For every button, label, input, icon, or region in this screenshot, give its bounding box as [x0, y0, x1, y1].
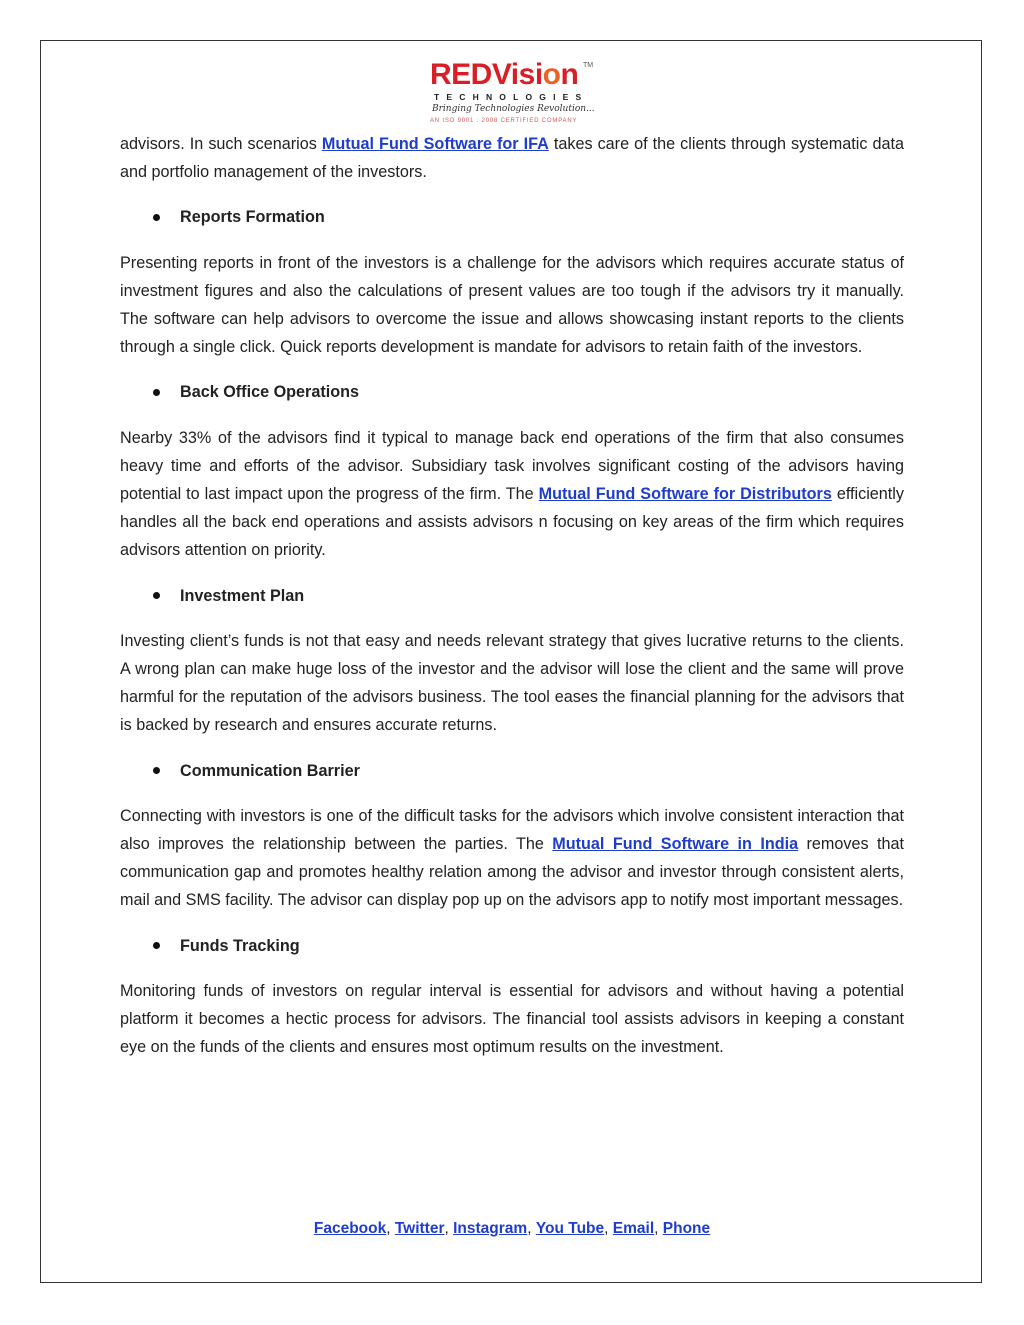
- logo-n-text: n: [560, 58, 579, 91]
- separator: ,: [527, 1220, 536, 1237]
- heading-text: Communication Barrier: [180, 761, 360, 780]
- heading-text: Funds Tracking: [180, 936, 300, 955]
- mutual-fund-software-india-link[interactable]: Mutual Fund Software in India: [552, 835, 799, 854]
- separator: ,: [604, 1220, 613, 1237]
- section-body-reports: Presenting reports in front of the investors is a challenge for the advisors which requires accurate status of investment figures and also the calculations of present values are too tough if the advisors try it manually. The software can help advisors to overcome the issue and allows showcasing instant reports to the clients through a single click. Quick reports development is mandate for advisors to retain faith of the investors.: [120, 253, 904, 357]
- section-body-funds-tracking: Monitoring funds of investors on regular interval is essential for advisors and without having a potential platform it becomes a hectic process for advisors. The financial tool assists advisors in keeping a constant eye on the funds of the clients and ensures most optimum results on the investment.: [120, 981, 904, 1057]
- bullet-icon: [153, 389, 160, 396]
- separator: ,: [654, 1220, 663, 1237]
- logo-trademark: TM: [583, 62, 594, 69]
- intro-paragraph: [120, 130, 904, 186]
- email-link[interactable]: Email: [612, 1220, 655, 1237]
- body-text-after: removes that communication gap and promotes healthy relation among the advisor and investor through consistent alerts, mail and SMS facility. The advisor can display pop up on the advisors app to notify most important messages.: [120, 835, 904, 910]
- body-text: Nearby 33% of the advisors find it typical to manage back end operations of the firm that also consumes heavy time and efforts of the advisor. Subsidiary task involves significant costing of the advisors having potential to last impact upon the progress of the firm. The: [120, 428, 904, 504]
- logo-certification: AN ISO 9001 : 2008 CERTIFIED COMPANY: [430, 118, 578, 124]
- bullet-icon: [153, 767, 160, 774]
- phone-link[interactable]: Phone: [662, 1220, 711, 1237]
- heading-text: Back Office Operations: [180, 383, 360, 402]
- section-heading-funds-tracking: [120, 932, 904, 960]
- section-heading-communication: [120, 757, 904, 785]
- twitter-link[interactable]: Twitter: [394, 1220, 445, 1237]
- separator: ,: [444, 1220, 454, 1237]
- bullet-icon: [153, 942, 160, 949]
- bullet-icon: [153, 214, 160, 221]
- heading-text: Reports Formation: [180, 208, 325, 227]
- bullet-icon: [153, 592, 160, 599]
- logo-o-text: o: [542, 58, 561, 91]
- facebook-link[interactable]: Facebook: [313, 1220, 387, 1237]
- mutual-fund-software-ifa-link[interactable]: Mutual Fund Software for IFA: [321, 135, 549, 153]
- logo-vision-text: Visi: [491, 58, 543, 91]
- mutual-fund-software-distributors-link[interactable]: Mutual Fund Software for Distributors: [538, 485, 832, 504]
- intro-text-after: takes care of the clients through systematic data and portfolio management of the investors.: [120, 135, 904, 182]
- redvision-logo: [430, 58, 600, 132]
- section-body-back-office: [120, 424, 904, 565]
- logo-red-text: RED: [430, 58, 492, 91]
- document-body: [120, 130, 904, 1061]
- section-heading-back-office: [120, 378, 904, 406]
- logo-wordmark: [430, 58, 578, 92]
- logo-tagline: Bringing Technologies Revolution...: [432, 104, 595, 114]
- heading-text: Investment Plan: [180, 586, 305, 605]
- separator: ,: [386, 1220, 395, 1237]
- section-body-investment-plan: Investing client’s funds is not that easy and needs relevant strategy that gives lucrative returns to the clients. A wrong plan can make huge loss of the investor and the advisor will lose the client and the same will prove harmful for the reputation of the advisors business. The tool eases the financial planning for the advisors that is backed by research and ensures accurate returns.: [120, 631, 904, 735]
- footer-social-links: [0, 1220, 1024, 1238]
- section-heading-investment-plan: [120, 582, 904, 610]
- body-text: Connecting with investors is one of the difficult tasks for the advisors which involve consistent interaction that also improves the relationship between the parties. The: [120, 806, 904, 854]
- instagram-link[interactable]: Instagram: [453, 1220, 528, 1237]
- body-text-after: efficiently handles all the back end operations and assists advisors n focusing on key areas of the firm which requires advisors attention on priority.: [120, 485, 904, 560]
- youtube-link[interactable]: You Tube: [535, 1220, 605, 1237]
- section-heading-reports: [120, 203, 904, 231]
- intro-text: advisors. In such scenarios: [120, 135, 322, 153]
- section-body-communication: [120, 802, 904, 915]
- logo-technologies: TECHNOLOGIES: [434, 92, 589, 102]
